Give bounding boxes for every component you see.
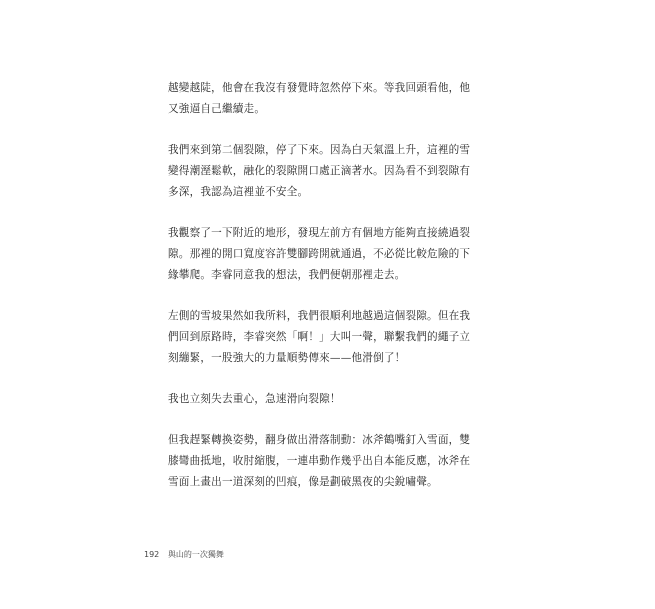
text-line: 又強逼自己繼續走。 bbox=[168, 103, 266, 115]
text-line: 我也立刻失去重心，急速滑向裂隙！ bbox=[168, 393, 341, 405]
text-line: 我觀察了一下附近的地形，發現左前方有個地方能夠直接繞過裂 bbox=[168, 227, 471, 239]
paragraph bbox=[168, 140, 488, 203]
text-line: 越變越陡，他會在我沒有發覺時忽然停下來。等我回頭看他，他 bbox=[168, 82, 471, 94]
text-line: 但我趕緊轉換姿勢，翻身做出滑落制動：冰斧鶴嘴釘入雪面，雙 bbox=[168, 434, 471, 446]
text-line: 們回到原路時，李睿突然「啊！」大叫一聲，聯繫我們的繩子立 bbox=[168, 331, 471, 343]
running-title: 與山的一次獨舞 bbox=[167, 550, 224, 559]
paragraph bbox=[168, 430, 488, 493]
page-number: 192 bbox=[144, 550, 160, 559]
text-line: 緣攀爬。李睿同意我的想法，我們便朝那裡走去。 bbox=[168, 269, 406, 281]
paragraph bbox=[168, 306, 488, 369]
page-footer bbox=[144, 549, 224, 560]
paragraph bbox=[168, 78, 488, 120]
text-line: 多深，我認為這裡並不安全。 bbox=[168, 186, 309, 198]
text-line: 雪面上畫出一道深刻的凹痕，像是劃破黑夜的尖銳嘯聲。 bbox=[168, 476, 438, 488]
text-line: 我們來到第二個裂隙，停了下來。因為白天氣溫上升，這裡的雪 bbox=[168, 144, 471, 156]
text-line: 隙。那裡的開口寬度容許雙腳跨開就通過，不必從比較危險的下 bbox=[168, 248, 471, 260]
text-line: 變得潮溼鬆軟，融化的裂隙開口處正滴著水。因為看不到裂隙有 bbox=[168, 165, 471, 177]
body-text bbox=[168, 78, 488, 513]
text-line: 膝彎曲抵地，收肘縮腹，一連串動作幾乎出自本能反應，冰斧在 bbox=[168, 455, 471, 467]
text-line: 刻繃緊，一股強大的力量順勢傳來——他滑倒了！ bbox=[168, 352, 406, 364]
paragraph bbox=[168, 223, 488, 286]
paragraph bbox=[168, 389, 488, 410]
text-line: 左側的雪坡果然如我所料，我們很順利地越過這個裂隙。但在我 bbox=[168, 310, 471, 322]
